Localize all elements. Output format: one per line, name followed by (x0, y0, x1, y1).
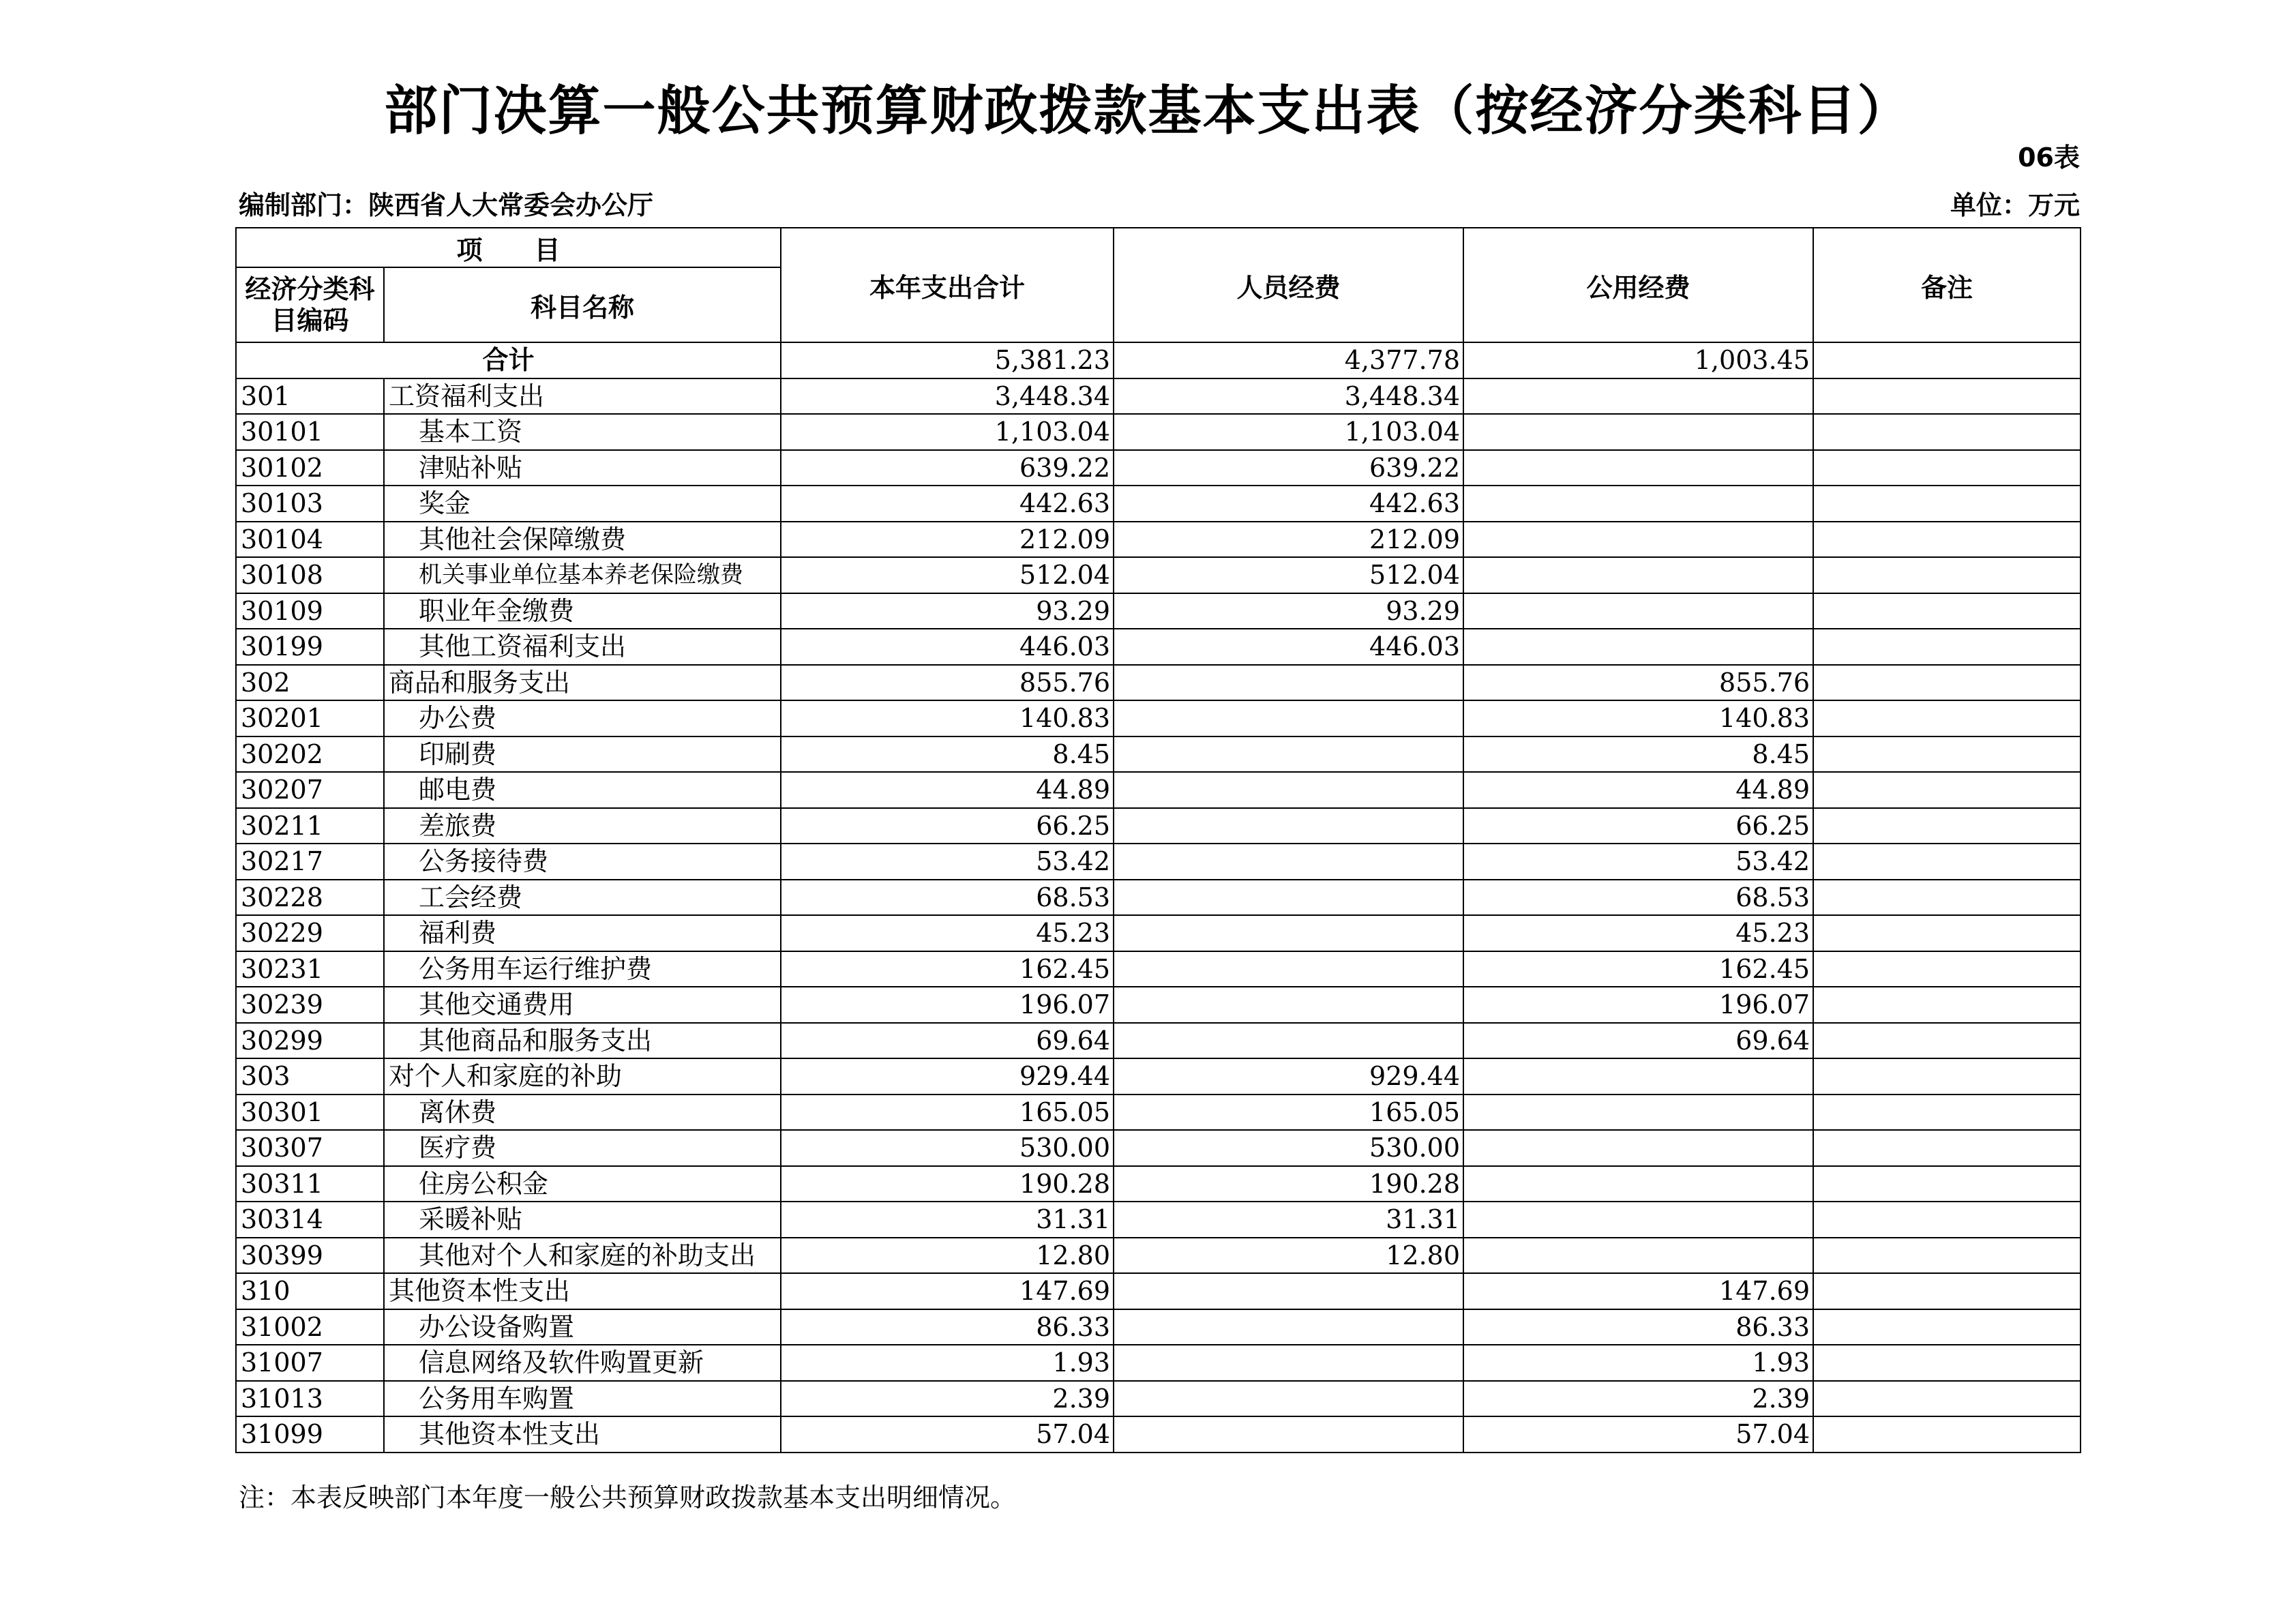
table-row (236, 1238, 2081, 1274)
row-code: 30201 (236, 700, 384, 736)
table-row (236, 987, 2081, 1023)
total-amount: 5,381.23 (781, 342, 1114, 378)
row-code: 30229 (236, 915, 384, 951)
row-name: 离休费 (384, 1095, 781, 1131)
row-personnel: 31.31 (1114, 1202, 1463, 1238)
table-row (236, 1095, 2081, 1131)
total-label: 合计 (236, 342, 781, 378)
row-code: 301 (236, 378, 384, 415)
row-remark (1813, 1166, 2081, 1202)
row-remark (1813, 844, 2081, 880)
row-personnel (1114, 808, 1463, 844)
row-remark (1813, 665, 2081, 701)
row-personnel: 190.28 (1114, 1166, 1463, 1202)
row-personnel (1114, 844, 1463, 880)
header-total: 本年支出合计 (781, 228, 1114, 342)
row-code: 303 (236, 1058, 384, 1095)
row-name: 商品和服务支出 (384, 665, 781, 701)
table-row (236, 378, 2081, 415)
row-total: 1.93 (781, 1345, 1114, 1381)
department-label: 编制部门：陕西省人大常委会办公厅 (239, 190, 654, 220)
row-name: 职业年金缴费 (384, 593, 781, 629)
row-code: 30299 (236, 1023, 384, 1059)
row-name: 办公费 (384, 700, 781, 736)
row-personnel: 446.03 (1114, 629, 1463, 665)
row-personnel: 3,448.34 (1114, 378, 1463, 415)
row-name: 其他资本性支出 (384, 1273, 781, 1309)
header-remark: 备注 (1813, 228, 2081, 342)
row-public (1463, 378, 1813, 415)
row-total: 162.45 (781, 951, 1114, 987)
row-code: 30307 (236, 1130, 384, 1166)
row-personnel: 929.44 (1114, 1058, 1463, 1095)
row-total: 53.42 (781, 844, 1114, 880)
table-row (236, 1309, 2081, 1345)
row-personnel (1114, 1345, 1463, 1381)
table-row (236, 1345, 2081, 1381)
row-remark (1813, 736, 2081, 773)
row-name: 其他商品和服务支出 (384, 1023, 781, 1059)
header-project: 项 目 (236, 228, 781, 267)
row-public: 69.64 (1463, 1023, 1813, 1059)
row-remark (1813, 486, 2081, 522)
row-total: 212.09 (781, 522, 1114, 558)
row-code: 30102 (236, 450, 384, 486)
row-name: 其他工资福利支出 (384, 629, 781, 665)
row-remark (1813, 987, 2081, 1023)
table-row (236, 1273, 2081, 1309)
table-number: 06表 (2018, 143, 2080, 173)
expenditure-table (235, 227, 2081, 1453)
row-personnel: 12.80 (1114, 1238, 1463, 1274)
row-total: 446.03 (781, 629, 1114, 665)
page-title: 部门决算一般公共预算财政拨款基本支出表（按经济分类科目） (384, 80, 1912, 142)
row-total: 68.53 (781, 880, 1114, 916)
row-code: 30217 (236, 844, 384, 880)
row-code: 30199 (236, 629, 384, 665)
row-name: 奖金 (384, 486, 781, 522)
row-name: 公务接待费 (384, 844, 781, 880)
table-row (236, 951, 2081, 987)
row-public (1463, 522, 1813, 558)
row-remark (1813, 629, 2081, 665)
row-name: 公务用车运行维护费 (384, 951, 781, 987)
row-code: 30311 (236, 1166, 384, 1202)
row-total: 140.83 (781, 700, 1114, 736)
row-code: 30228 (236, 880, 384, 916)
row-public: 162.45 (1463, 951, 1813, 987)
row-code: 30109 (236, 593, 384, 629)
row-public: 1.93 (1463, 1345, 1813, 1381)
row-personnel (1114, 736, 1463, 773)
row-public (1463, 486, 1813, 522)
row-public: 196.07 (1463, 987, 1813, 1023)
row-name: 办公设备购置 (384, 1309, 781, 1345)
row-total: 512.04 (781, 557, 1114, 593)
row-name: 其他对个人和家庭的补助支出 (384, 1238, 781, 1274)
row-remark (1813, 522, 2081, 558)
row-total: 44.89 (781, 772, 1114, 808)
table-row (236, 1023, 2081, 1059)
row-personnel (1114, 915, 1463, 951)
row-code: 30207 (236, 772, 384, 808)
table-row (236, 522, 2081, 558)
row-name: 信息网络及软件购置更新 (384, 1345, 781, 1381)
row-code: 30104 (236, 522, 384, 558)
row-total: 196.07 (781, 987, 1114, 1023)
header-row-1 (236, 228, 2081, 267)
row-public: 57.04 (1463, 1416, 1813, 1453)
total-public: 1,003.45 (1463, 342, 1813, 378)
row-remark (1813, 557, 2081, 593)
row-total: 530.00 (781, 1130, 1114, 1166)
row-remark (1813, 593, 2081, 629)
row-personnel (1114, 700, 1463, 736)
row-name: 采暖补贴 (384, 1202, 781, 1238)
row-code: 30301 (236, 1095, 384, 1131)
row-name: 其他社会保障缴费 (384, 522, 781, 558)
row-total: 93.29 (781, 593, 1114, 629)
row-public (1463, 1238, 1813, 1274)
row-name: 印刷费 (384, 736, 781, 773)
table-row (236, 844, 2081, 880)
row-name: 差旅费 (384, 808, 781, 844)
table-row (236, 700, 2081, 736)
row-code: 31099 (236, 1416, 384, 1453)
row-public: 8.45 (1463, 736, 1813, 773)
row-total: 165.05 (781, 1095, 1114, 1131)
row-remark (1813, 1273, 2081, 1309)
row-remark (1813, 1095, 2081, 1131)
row-public (1463, 1095, 1813, 1131)
row-code: 30399 (236, 1238, 384, 1274)
row-name: 其他交通费用 (384, 987, 781, 1023)
row-public: 140.83 (1463, 700, 1813, 736)
row-public: 44.89 (1463, 772, 1813, 808)
table-row (236, 450, 2081, 486)
row-personnel (1114, 951, 1463, 987)
row-total: 2.39 (781, 1381, 1114, 1417)
table-row (236, 665, 2081, 701)
row-public (1463, 1058, 1813, 1095)
row-personnel: 512.04 (1114, 557, 1463, 593)
row-remark (1813, 1345, 2081, 1381)
row-code: 30239 (236, 987, 384, 1023)
row-total: 639.22 (781, 450, 1114, 486)
row-public (1463, 1202, 1813, 1238)
row-code: 30202 (236, 736, 384, 773)
row-remark (1813, 1309, 2081, 1345)
row-remark (1813, 951, 2081, 987)
table-row (236, 486, 2081, 522)
row-code: 31002 (236, 1309, 384, 1345)
row-remark (1813, 450, 2081, 486)
row-code: 30231 (236, 951, 384, 987)
row-remark (1813, 772, 2081, 808)
expenditure-table-container (235, 227, 2080, 1453)
header-personnel: 人员经费 (1114, 228, 1463, 342)
row-public: 855.76 (1463, 665, 1813, 701)
row-code: 302 (236, 665, 384, 701)
row-remark (1813, 1238, 2081, 1274)
row-personnel (1114, 880, 1463, 916)
row-total: 3,448.34 (781, 378, 1114, 415)
row-total: 855.76 (781, 665, 1114, 701)
row-remark (1813, 1058, 2081, 1095)
table-row (236, 414, 2081, 450)
row-remark (1813, 1416, 2081, 1453)
row-code: 31013 (236, 1381, 384, 1417)
row-total: 31.31 (781, 1202, 1114, 1238)
row-public: 68.53 (1463, 880, 1813, 916)
row-total: 66.25 (781, 808, 1114, 844)
row-code: 30314 (236, 1202, 384, 1238)
table-row (236, 1381, 2081, 1417)
table-row (236, 1058, 2081, 1095)
table-row (236, 557, 2081, 593)
row-public (1463, 557, 1813, 593)
table-body (236, 342, 2081, 1453)
row-personnel (1114, 665, 1463, 701)
row-total: 8.45 (781, 736, 1114, 773)
row-total: 929.44 (781, 1058, 1114, 1095)
row-public (1463, 1130, 1813, 1166)
total-row (236, 342, 2081, 378)
row-remark (1813, 915, 2081, 951)
row-personnel (1114, 1416, 1463, 1453)
total-personnel: 4,377.78 (1114, 342, 1463, 378)
row-name: 医疗费 (384, 1130, 781, 1166)
row-name: 住房公积金 (384, 1166, 781, 1202)
table-row (236, 1130, 2081, 1166)
row-personnel: 165.05 (1114, 1095, 1463, 1131)
row-remark (1813, 414, 2081, 450)
table-row (236, 1416, 2081, 1453)
row-name: 对个人和家庭的补助 (384, 1058, 781, 1095)
row-public: 53.42 (1463, 844, 1813, 880)
row-public (1463, 450, 1813, 486)
row-remark (1813, 808, 2081, 844)
row-code: 310 (236, 1273, 384, 1309)
row-personnel: 442.63 (1114, 486, 1463, 522)
table-row (236, 880, 2081, 916)
row-personnel: 530.00 (1114, 1130, 1463, 1166)
row-total: 190.28 (781, 1166, 1114, 1202)
row-code: 30211 (236, 808, 384, 844)
row-total: 12.80 (781, 1238, 1114, 1274)
table-row (236, 736, 2081, 773)
row-public: 45.23 (1463, 915, 1813, 951)
table-row (236, 808, 2081, 844)
row-public: 66.25 (1463, 808, 1813, 844)
row-name: 其他资本性支出 (384, 1416, 781, 1453)
row-name: 基本工资 (384, 414, 781, 450)
row-total: 86.33 (781, 1309, 1114, 1345)
table-row (236, 593, 2081, 629)
row-name: 邮电费 (384, 772, 781, 808)
row-total: 442.63 (781, 486, 1114, 522)
row-public: 86.33 (1463, 1309, 1813, 1345)
row-name: 工会经费 (384, 880, 781, 916)
row-personnel: 639.22 (1114, 450, 1463, 486)
row-public (1463, 414, 1813, 450)
table-row (236, 1166, 2081, 1202)
row-total: 1,103.04 (781, 414, 1114, 450)
table-row (236, 772, 2081, 808)
row-public (1463, 593, 1813, 629)
row-total: 45.23 (781, 915, 1114, 951)
row-code: 30108 (236, 557, 384, 593)
row-public (1463, 629, 1813, 665)
row-remark (1813, 1130, 2081, 1166)
row-public: 147.69 (1463, 1273, 1813, 1309)
table-row (236, 1202, 2081, 1238)
row-personnel (1114, 1309, 1463, 1345)
row-personnel (1114, 1023, 1463, 1059)
row-personnel: 1,103.04 (1114, 414, 1463, 450)
row-name: 机关事业单位基本养老保险缴费 (384, 557, 781, 593)
row-name: 福利费 (384, 915, 781, 951)
row-name: 工资福利支出 (384, 378, 781, 415)
row-remark (1813, 1381, 2081, 1417)
row-total: 69.64 (781, 1023, 1114, 1059)
row-name: 公务用车购置 (384, 1381, 781, 1417)
unit-label: 单位：万元 (1950, 190, 2080, 220)
row-total: 147.69 (781, 1273, 1114, 1309)
row-public: 2.39 (1463, 1381, 1813, 1417)
row-personnel: 212.09 (1114, 522, 1463, 558)
total-remark (1813, 342, 2081, 378)
table-row (236, 629, 2081, 665)
row-personnel (1114, 1273, 1463, 1309)
row-personnel (1114, 1381, 1463, 1417)
header-name: 科目名称 (384, 267, 781, 342)
row-personnel (1114, 987, 1463, 1023)
row-remark (1813, 1023, 2081, 1059)
row-name: 津贴补贴 (384, 450, 781, 486)
header-code: 经济分类科目编码 (236, 267, 384, 342)
row-remark (1813, 378, 2081, 415)
row-code: 30103 (236, 486, 384, 522)
row-total: 57.04 (781, 1416, 1114, 1453)
row-personnel (1114, 772, 1463, 808)
row-personnel: 93.29 (1114, 593, 1463, 629)
row-public (1463, 1166, 1813, 1202)
row-code: 31007 (236, 1345, 384, 1381)
table-row (236, 915, 2081, 951)
row-remark (1813, 1202, 2081, 1238)
row-code: 30101 (236, 414, 384, 450)
row-remark (1813, 880, 2081, 916)
row-remark (1813, 700, 2081, 736)
header-public: 公用经费 (1463, 228, 1813, 342)
footnote: 注：本表反映部门本年度一般公共预算财政拨款基本支出明细情况。 (239, 1483, 1017, 1513)
